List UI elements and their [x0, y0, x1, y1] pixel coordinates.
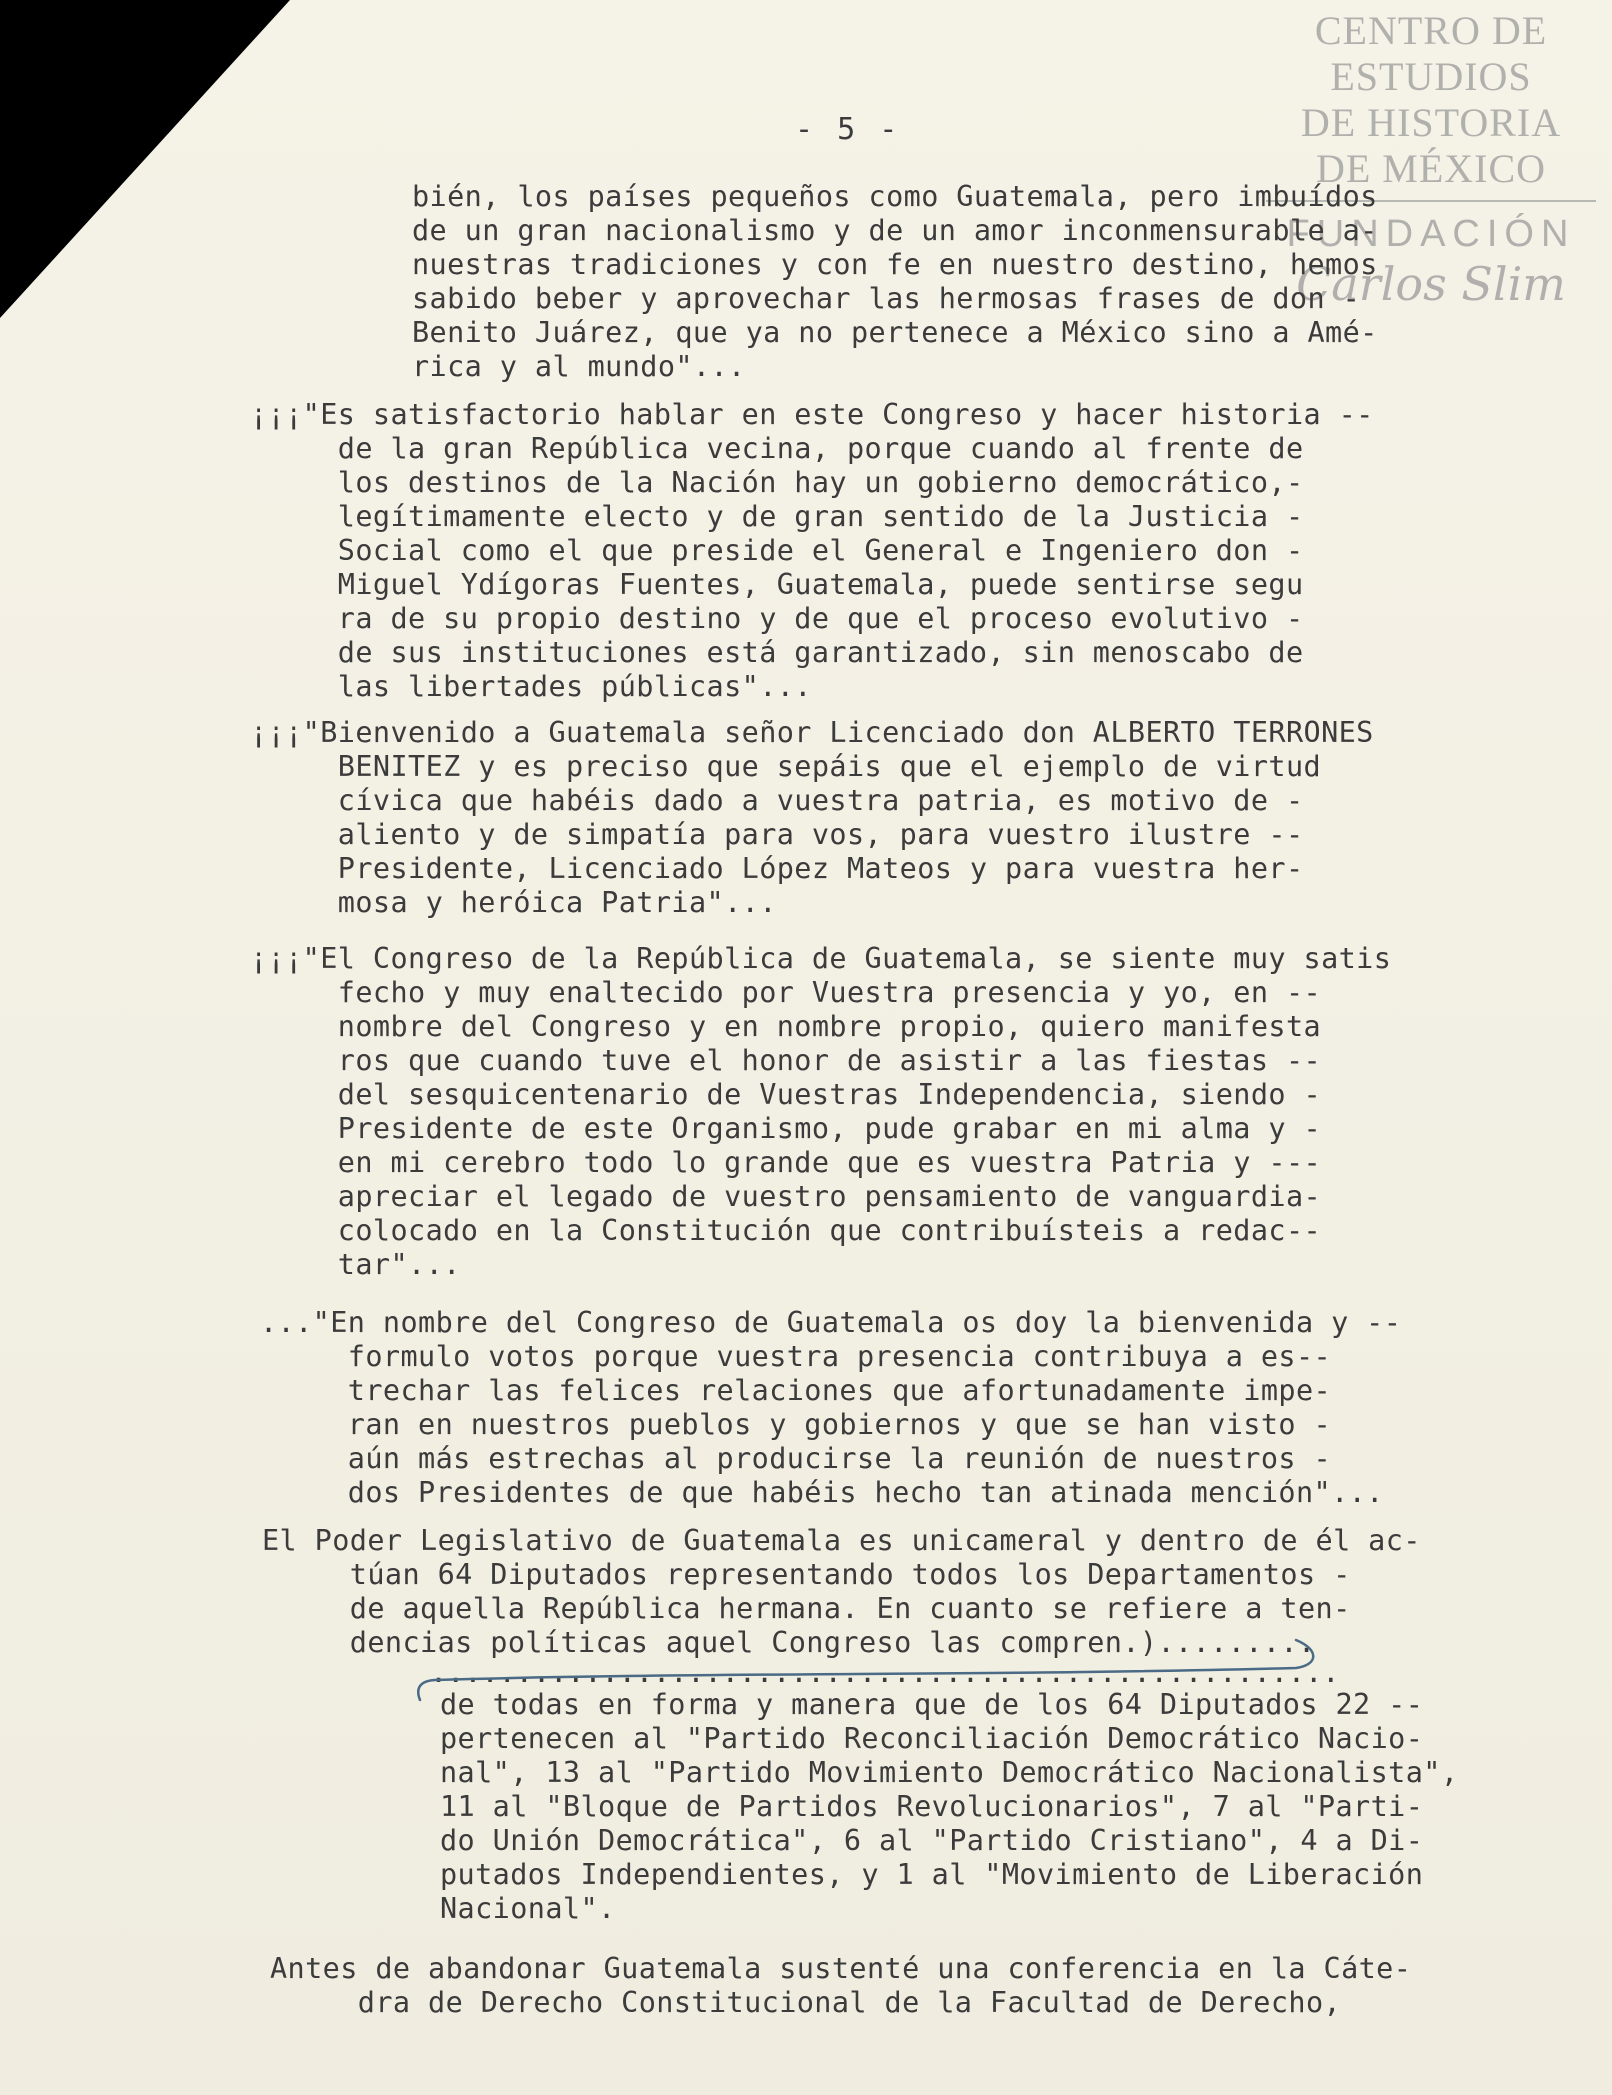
- watermark-line: DE MÉXICO: [1315, 146, 1547, 191]
- watermark-signature: Carlos Slim: [1296, 257, 1566, 311]
- paragraph-quote-continuation: bién, los países pequeños como Guatemala, pero imbuídos de un gran nacionalismo y de un amor inconmensurable a- nuestras tradiciones y con fe en nuestro destino, hemos sabido beber y aprovechar las hermosas frases de don - Benito Juárez, que ya no pertenece a México sino a Amé- rica y al mundo"...: [412, 180, 1378, 383]
- dotted-line: .....................................................: [430, 1656, 1340, 1689]
- paragraph-poder-legislativo: El Poder Legislativo de Guatemala es unicameral y dentro de él ac- túan 64 Diputados representando todos los Departamentos - de aquella República hermana. En cuanto se refiere a ten- dencias políticas aquel Congreso las compren.).........: [262, 1524, 1421, 1659]
- watermark-line: CENTRO DE: [1314, 8, 1548, 53]
- watermark-fundacion: FUNDACIÓN: [1286, 213, 1576, 255]
- paragraph-quote-satisfecho: ¡¡¡"El Congreso de la República de Guatemala, se siente muy satis fecho y muy enaltecido por Vuestra presencia y yo, en -- nombre del Congreso y en nombre propio, quiero manifesta ros que cuando tuve el honor de asistir a las fiestas -- del sesquicentenario de Vuestras Independencia, siendo - Presidente de este Organismo, pude grabar en mi alma y - en mi cerebro todo lo grande que es vuestra Patria y --- apreciar el legado de vuestro pensamiento de vanguardia- colocado en la Constitución que contribuísteis a redac-- tar"...: [250, 942, 1392, 1281]
- paragraph-conferencia: Antes de abandonar Guatemala sustenté una conferencia en la Cáte- dra de Derecho Constitucional de la Facultad de Derecho,: [270, 1952, 1412, 2019]
- page-number: - 5 -: [795, 112, 901, 147]
- paragraph-quote-bienvenido: ¡¡¡"Bienvenido a Guatemala señor Licenciado don ALBERTO TERRONES BENITEZ y es preciso que sepáis que el ejemplo de virtud cívica que habéis dado a vuestra patria, es motivo de - aliento y de simpatía para vos, para vuestro ilustre -- Presidente, Licenciado López Mateos y para vuestra her- mosa y heróica Patria"...: [250, 716, 1374, 919]
- scan-shadow-corner: [0, 0, 290, 318]
- paragraph-quote-congreso: ¡¡¡"Es satisfactorio hablar en este Congreso y hacer historia -- de la gran República vecina, porque cuando al frente de los destinos de la Nación hay un gobierno democrático,- legítimamente electo y de gran sentido de la Justicia - Social como el que preside el General e Ingeniero don - Miguel Ydígoras Fuentes, Guatemala, puede sentirse segu ra de su propio destino y de que el proceso evolutivo - de sus instituciones está garantizado, sin menoscabo de las libertades públicas"...: [250, 398, 1374, 703]
- paragraph-quote-bienvenida: ..."En nombre del Congreso de Guatemala os doy la bienvenida y -- formulo votos porque vuestra presencia contribuya a es-- trechar las felices relaciones que afortunadamente impe- ran en nuestros pueblos y gobiernos y que se han visto - aún más estrechas al producirse la reunión de nuestros - dos Presidentes de que habéis hecho tan atinada mención"...: [260, 1306, 1402, 1509]
- watermark-line: ESTUDIOS: [1330, 54, 1532, 99]
- watermark-line: DE HISTORIA: [1300, 100, 1562, 145]
- paragraph-partidos: de todas en forma y manera que de los 64 Diputados 22 -- pertenecen al "Partido Reconciliación Democrático Nacio- nal", 13 al "Partido Movimiento Democrático Nacionalista", 11 al "Bloque de Partidos Revolucionarios", 7 al "Parti- do Unión Democrática", 6 al "Partido Cristiano", 4 a Di- putados Independientes, y 1 al "Movimiento de Liberación Nacional".: [440, 1688, 1459, 1925]
